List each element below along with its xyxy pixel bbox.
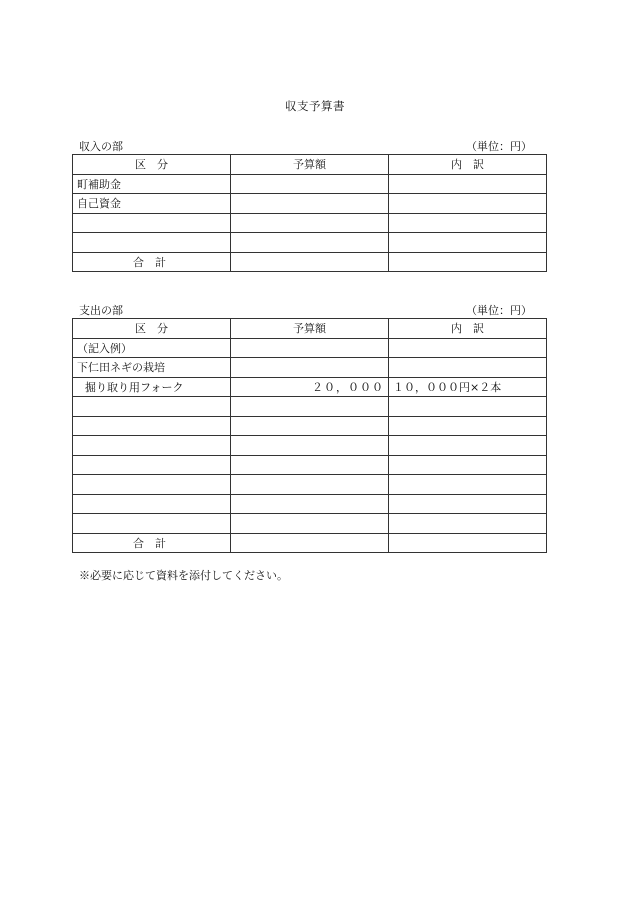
expense-cell-category[interactable] [73,494,231,514]
income-cell-category[interactable]: 町補助金 [73,174,231,194]
income-header-row [73,155,547,175]
income-total-breakdown[interactable] [389,252,547,272]
income-unit-label: （単位：円） [466,140,532,153]
expense-cell-category[interactable]: （記入例） [73,338,231,358]
expense-cell-amount[interactable] [231,455,389,475]
table-row [73,213,547,233]
expense-cell-breakdown[interactable] [389,397,547,417]
table-row [73,194,547,214]
income-cell-amount[interactable] [231,233,389,253]
income-cell-amount[interactable] [231,194,389,214]
income-cell-breakdown[interactable] [389,213,547,233]
income-cell-category[interactable] [73,213,231,233]
income-header-breakdown: 内 訳 [389,155,547,175]
expense-total-breakdown[interactable] [389,533,547,553]
expense-cell-category[interactable] [73,475,231,495]
expense-cell-amount[interactable] [231,494,389,514]
footnote: ※必要に応じて資料を添付してください。 [79,569,288,582]
income-total-amount[interactable] [231,252,389,272]
expense-total-label: 合 計 [73,533,231,553]
expense-header-breakdown: 内 訳 [389,319,547,339]
income-cell-category[interactable]: 自己資金 [73,194,231,214]
income-header-category: 区 分 [73,155,231,175]
page-title: 収支予算書 [285,99,345,113]
expense-cell-breakdown[interactable] [389,494,547,514]
table-row [73,338,547,358]
expense-total-row [73,533,547,553]
expense-cell-category[interactable] [73,416,231,436]
table-row [73,397,547,417]
table-row [73,358,547,378]
expense-cell-amount[interactable]: ２０，０００ [231,377,389,397]
income-cell-amount[interactable] [231,174,389,194]
expense-header-category: 区 分 [73,319,231,339]
expense-cell-amount[interactable] [231,397,389,417]
expense-total-amount[interactable] [231,533,389,553]
expense-cell-category[interactable] [73,436,231,456]
table-row [73,455,547,475]
income-cell-breakdown[interactable] [389,194,547,214]
income-header-amount: 予算額 [231,155,389,175]
table-row [73,233,547,253]
expense-cell-category[interactable] [73,455,231,475]
expense-cell-amount[interactable] [231,475,389,495]
expense-section-label: 支出の部 [79,304,123,317]
income-cell-breakdown[interactable] [389,233,547,253]
expense-cell-amount[interactable] [231,416,389,436]
expense-cell-amount[interactable] [231,436,389,456]
income-total-label: 合 計 [73,252,231,272]
expense-cell-category[interactable] [73,514,231,534]
income-cell-category[interactable] [73,233,231,253]
table-row [73,475,547,495]
expense-cell-amount[interactable] [231,338,389,358]
income-cell-breakdown[interactable] [389,174,547,194]
expense-unit-label: （単位：円） [466,304,532,317]
expense-table [72,318,547,553]
expense-header-row [73,319,547,339]
table-row [73,377,547,397]
income-section-label: 収入の部 [79,140,123,153]
expense-header-amount: 予算額 [231,319,389,339]
table-row [73,514,547,534]
expense-cell-breakdown[interactable] [389,436,547,456]
expense-cell-amount[interactable] [231,358,389,378]
expense-cell-breakdown[interactable] [389,475,547,495]
income-cell-amount[interactable] [231,213,389,233]
expense-cell-breakdown[interactable] [389,338,547,358]
expense-cell-breakdown[interactable] [389,455,547,475]
table-row [73,494,547,514]
expense-cell-breakdown[interactable] [389,514,547,534]
expense-cell-breakdown[interactable]: １０，０００円×２本 [389,377,547,397]
table-row [73,416,547,436]
expense-cell-amount[interactable] [231,514,389,534]
expense-cell-category[interactable] [73,397,231,417]
expense-cell-category[interactable]: 掘り取り用フォーク [73,377,231,397]
income-total-row [73,252,547,272]
expense-cell-category[interactable]: 下仁田ネギの栽培 [73,358,231,378]
expense-cell-breakdown[interactable] [389,358,547,378]
income-table [72,154,547,272]
table-row [73,174,547,194]
table-row [73,436,547,456]
expense-cell-breakdown[interactable] [389,416,547,436]
